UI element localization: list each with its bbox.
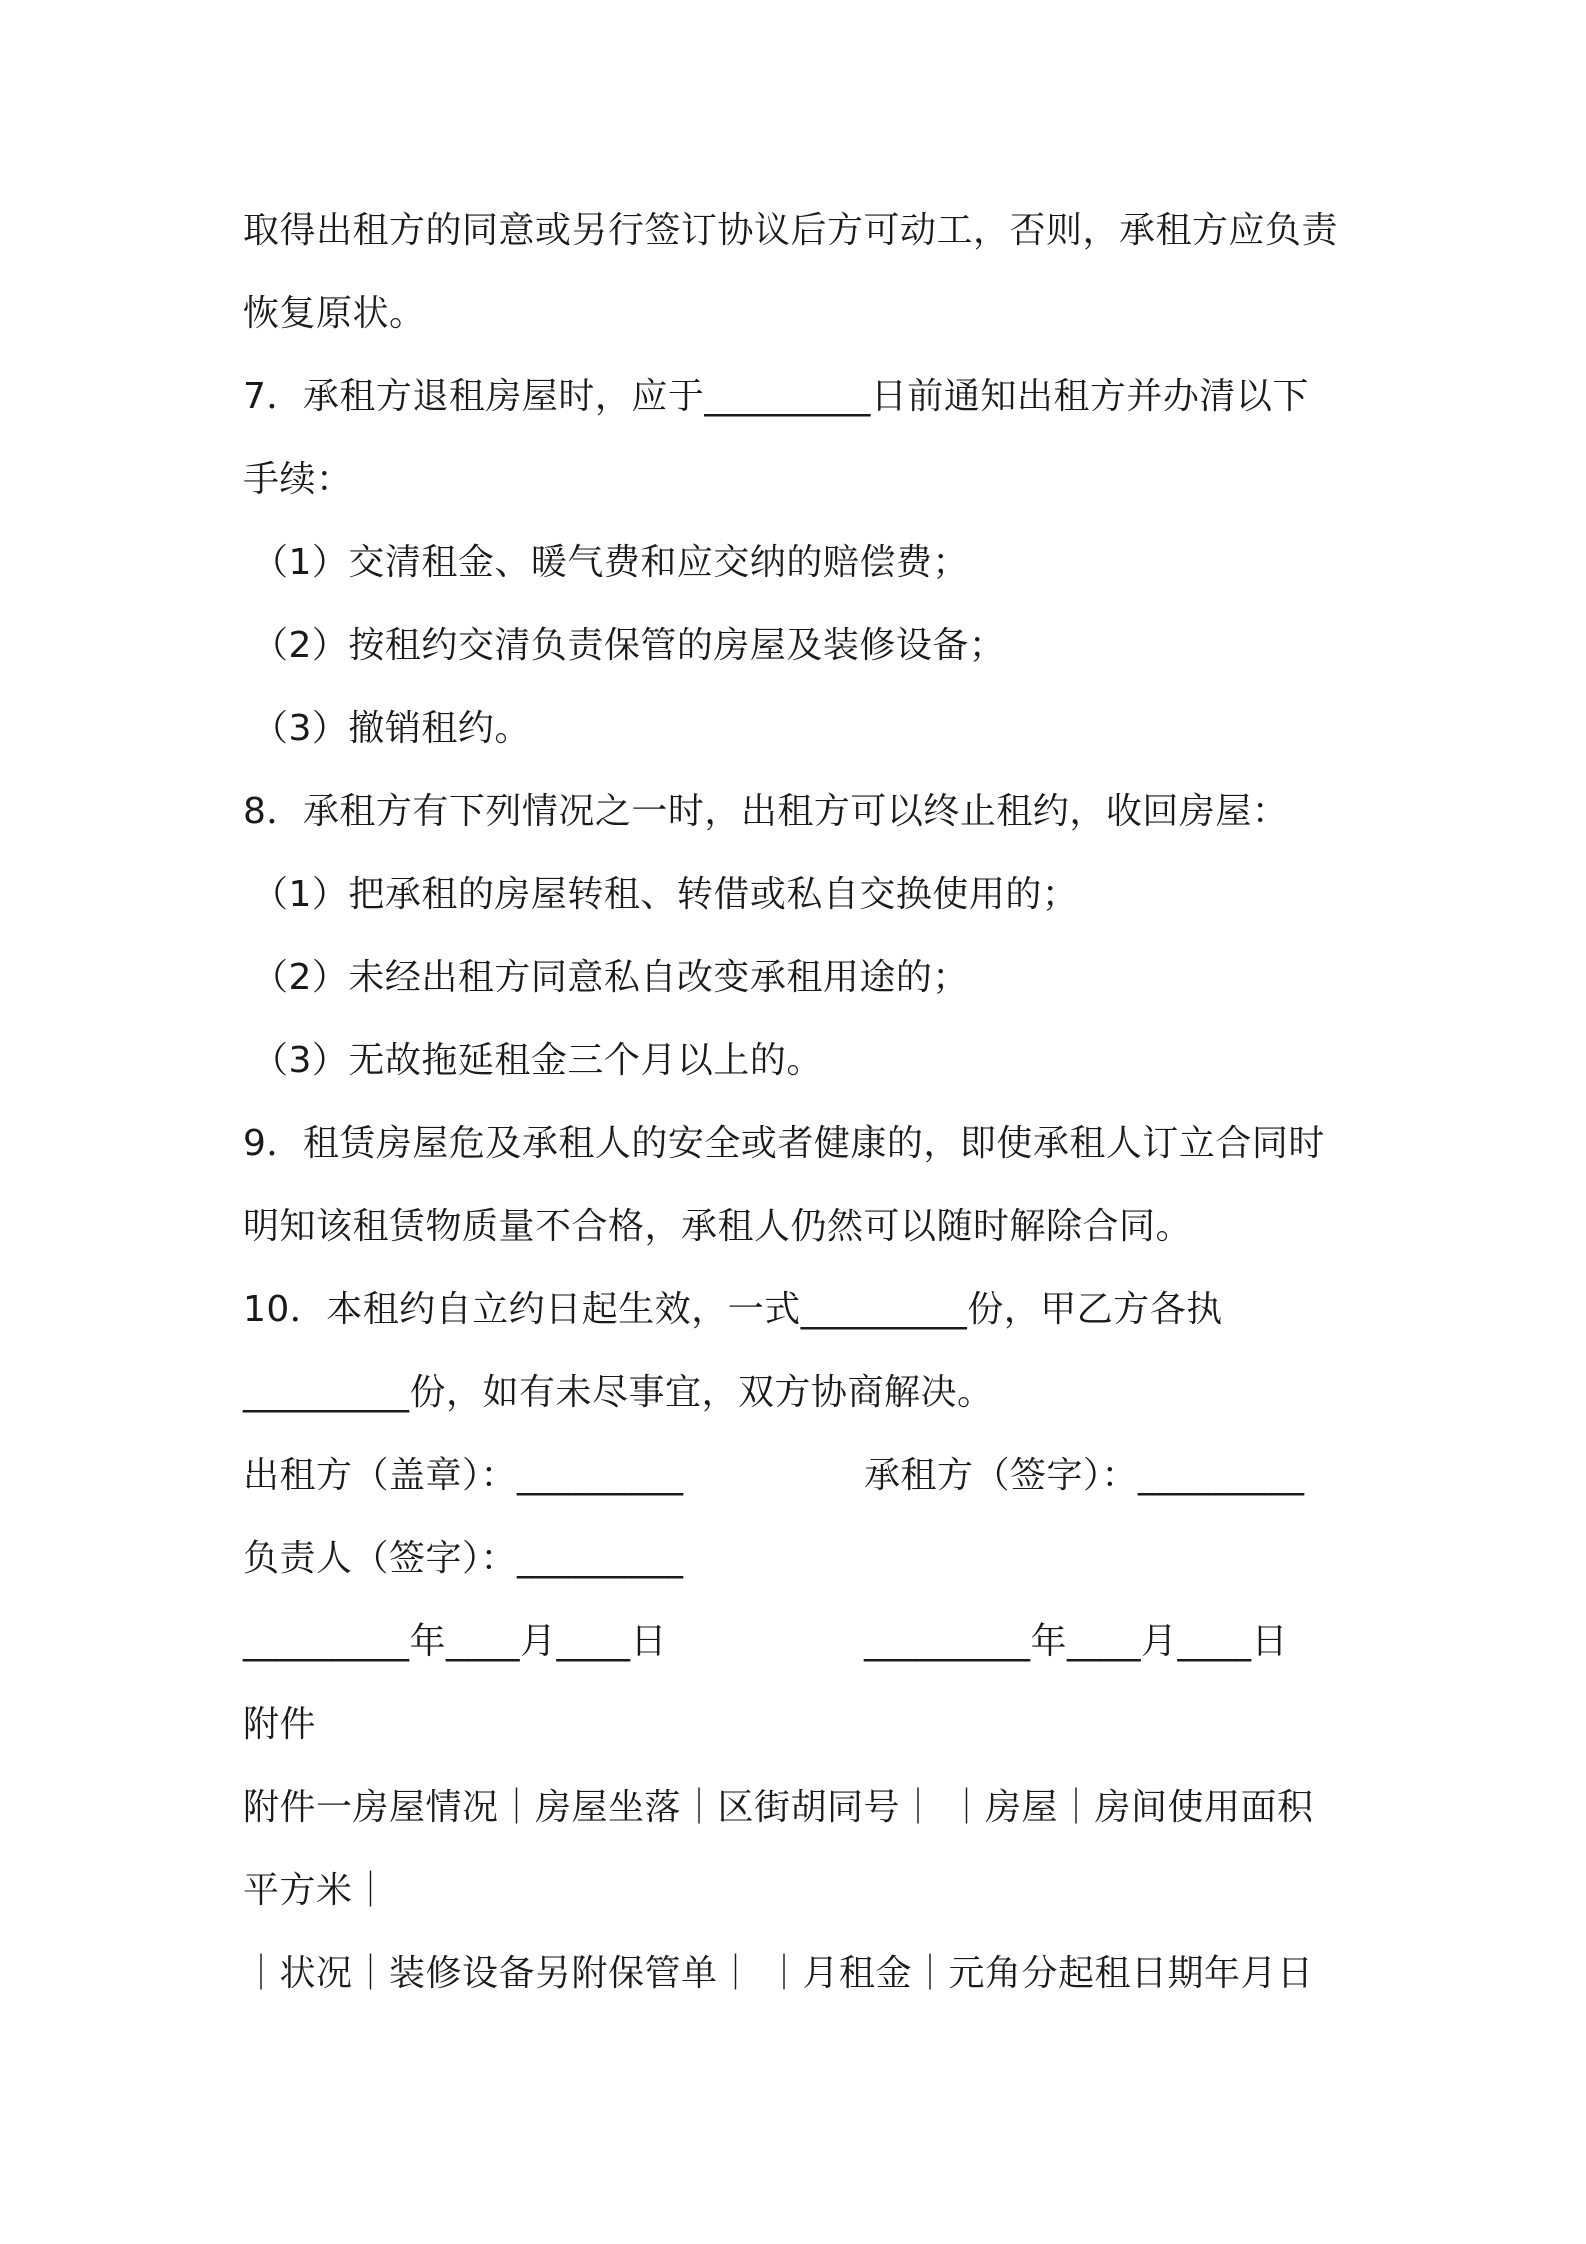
clause-8-item-1: （1）把承租的房屋转租、转借或私自交换使用的； [252,874,1079,915]
lessor-date-field: _________年____月____日 [243,1621,667,1662]
clause-8-text: 8．承租方有下列情况之一时，出租方可以终止租约，收回房屋： [243,791,1289,832]
clause-6-text-line-1: 取得出租方的同意或另行签订协议后方可动工，否则，承租方应负责 [243,210,1339,251]
clause-10-text-line-2: _________份，如有未尽事宜，双方协商解决。 [243,1372,994,1413]
clause-6-text-line-2: 恢复原状。 [243,293,426,334]
lessor-seal-field: 出租方（盖章）：_________ [243,1455,684,1496]
responsible-sign-field: 负责人（签字）：_________ [243,1538,684,1579]
clause-8-item-2: （2）未经出租方同意私自改变承租用途的； [252,957,969,998]
clause-7-text-line-2: 手续： [243,459,353,500]
attachment-line-2: 平方米｜ [243,1870,390,1911]
clause-7-item-1: （1）交清租金、暖气费和应交纳的赔偿费； [252,542,969,583]
lessee-date-field: _________年____月____日 [864,1621,1288,1662]
clause-7-item-3: （3）撤销租约。 [252,708,531,749]
clause-10-text-line-1: 10．本租约自立约日起生效，一式_________份，甲乙方各执 [243,1289,1223,1330]
clause-7-text-line-1: 7．承租方退租房屋时，应于_________日前通知出租方并办清以下 [243,376,1309,417]
clause-9-text-line-2: 明知该租赁物质量不合格，承租人仍然可以随时解除合同。 [243,1206,1193,1247]
attachment-heading: 附件 [243,1704,317,1745]
attachment-line-1: 附件一房屋情况｜房屋坐落｜区街胡同号｜ ｜房屋｜房间使用面积 [243,1787,1314,1828]
clause-9-text-line-1: 9．租赁房屋危及承租人的安全或者健康的，即使承租人订立合同时 [243,1123,1325,1164]
attachment-line-3: ｜状况｜装修设备另附保管单｜ ｜月租金｜元角分起租日期年月日 [243,1953,1314,1994]
lessee-sign-field: 承租方（签字）：_________ [864,1455,1305,1496]
clause-7-item-2: （2）按租约交清负责保管的房屋及装修设备； [252,625,1006,666]
clause-8-item-3: （3）无故拖延租金三个月以上的。 [252,1040,823,1081]
